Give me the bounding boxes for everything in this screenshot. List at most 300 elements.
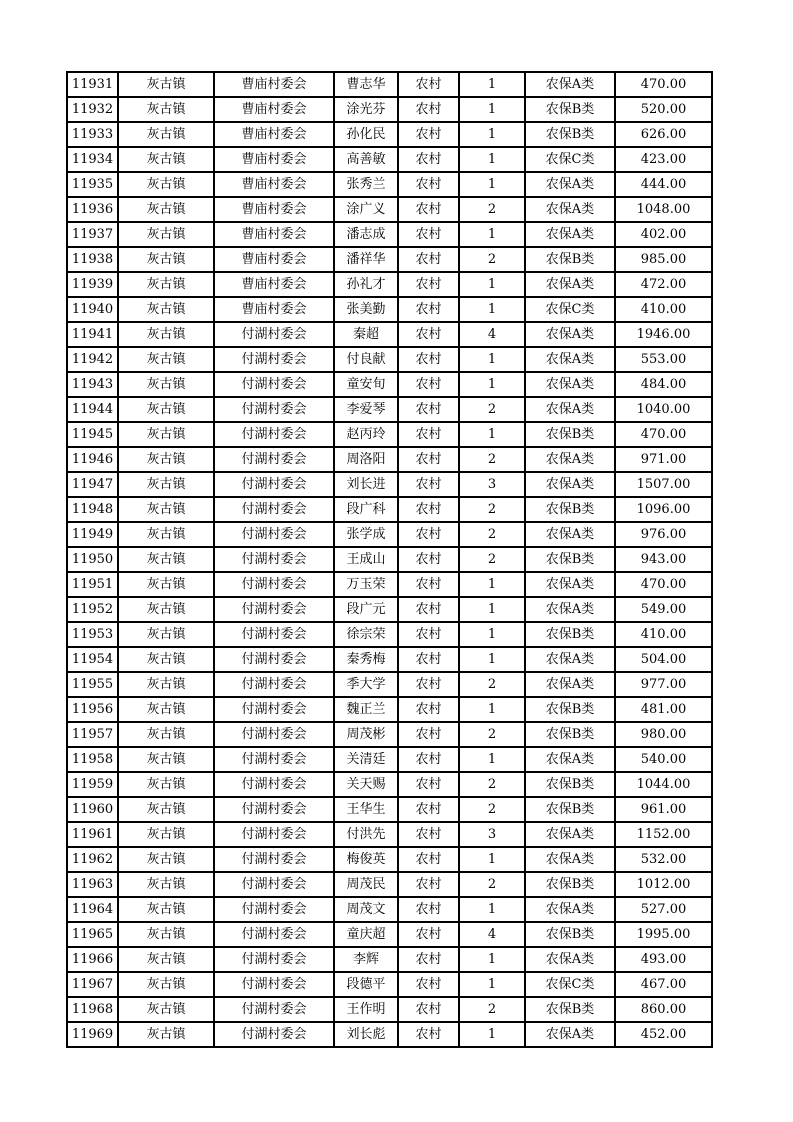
cell-person-name: 周洛阳 bbox=[334, 447, 398, 472]
cell-person-count: 1 bbox=[459, 697, 525, 722]
cell-amount: 1012.00 bbox=[615, 872, 712, 897]
table-row bbox=[67, 847, 712, 872]
cell-amount: 943.00 bbox=[615, 547, 712, 572]
cell-person-count: 3 bbox=[459, 822, 525, 847]
cell-village-committee: 曹庙村委会 bbox=[214, 247, 334, 272]
table-row bbox=[67, 897, 712, 922]
cell-village-committee: 付湖村委会 bbox=[214, 597, 334, 622]
cell-serial-number: 11960 bbox=[67, 797, 118, 822]
cell-person-count: 1 bbox=[459, 347, 525, 372]
cell-village-committee: 付湖村委会 bbox=[214, 797, 334, 822]
cell-insurance-category: 农保A类 bbox=[525, 322, 615, 347]
cell-insurance-category: 农保A类 bbox=[525, 522, 615, 547]
cell-insurance-category: 农保A类 bbox=[525, 472, 615, 497]
cell-person-name: 孙化民 bbox=[334, 122, 398, 147]
cell-amount: 532.00 bbox=[615, 847, 712, 872]
cell-residence-type: 农村 bbox=[398, 297, 459, 322]
cell-amount: 553.00 bbox=[615, 347, 712, 372]
cell-village-committee: 付湖村委会 bbox=[214, 372, 334, 397]
cell-insurance-category: 农保A类 bbox=[525, 272, 615, 297]
cell-amount: 1507.00 bbox=[615, 472, 712, 497]
cell-amount: 527.00 bbox=[615, 897, 712, 922]
cell-residence-type: 农村 bbox=[398, 797, 459, 822]
cell-person-count: 2 bbox=[459, 547, 525, 572]
cell-serial-number: 11955 bbox=[67, 672, 118, 697]
cell-amount: 626.00 bbox=[615, 122, 712, 147]
cell-amount: 976.00 bbox=[615, 522, 712, 547]
cell-town: 灰古镇 bbox=[118, 922, 214, 947]
cell-person-name: 周茂彬 bbox=[334, 722, 398, 747]
cell-residence-type: 农村 bbox=[398, 372, 459, 397]
cell-serial-number: 11944 bbox=[67, 397, 118, 422]
cell-residence-type: 农村 bbox=[398, 947, 459, 972]
cell-residence-type: 农村 bbox=[398, 497, 459, 522]
cell-serial-number: 11948 bbox=[67, 497, 118, 522]
cell-person-name: 秦秀梅 bbox=[334, 647, 398, 672]
cell-residence-type: 农村 bbox=[398, 922, 459, 947]
cell-residence-type: 农村 bbox=[398, 972, 459, 997]
cell-serial-number: 11943 bbox=[67, 372, 118, 397]
cell-amount: 470.00 bbox=[615, 572, 712, 597]
cell-insurance-category: 农保A类 bbox=[525, 172, 615, 197]
cell-amount: 1096.00 bbox=[615, 497, 712, 522]
cell-person-name: 付洪先 bbox=[334, 822, 398, 847]
cell-residence-type: 农村 bbox=[398, 397, 459, 422]
cell-village-committee: 付湖村委会 bbox=[214, 772, 334, 797]
cell-serial-number: 11952 bbox=[67, 597, 118, 622]
table-row bbox=[67, 272, 712, 297]
cell-person-count: 1 bbox=[459, 747, 525, 772]
cell-serial-number: 11953 bbox=[67, 622, 118, 647]
cell-person-name: 童安旬 bbox=[334, 372, 398, 397]
table-row bbox=[67, 472, 712, 497]
table-row bbox=[67, 97, 712, 122]
cell-town: 灰古镇 bbox=[118, 672, 214, 697]
cell-insurance-category: 农保B类 bbox=[525, 122, 615, 147]
cell-person-count: 3 bbox=[459, 472, 525, 497]
cell-person-name: 段广元 bbox=[334, 597, 398, 622]
table-row bbox=[67, 822, 712, 847]
cell-person-count: 1 bbox=[459, 572, 525, 597]
cell-serial-number: 11963 bbox=[67, 872, 118, 897]
table-row bbox=[67, 772, 712, 797]
cell-amount: 1040.00 bbox=[615, 397, 712, 422]
cell-insurance-category: 农保B类 bbox=[525, 722, 615, 747]
cell-serial-number: 11964 bbox=[67, 897, 118, 922]
table-row bbox=[67, 247, 712, 272]
cell-person-name: 刘长彪 bbox=[334, 1022, 398, 1047]
cell-person-name: 王成山 bbox=[334, 547, 398, 572]
cell-person-name: 赵丙玲 bbox=[334, 422, 398, 447]
cell-village-committee: 曹庙村委会 bbox=[214, 272, 334, 297]
cell-village-committee: 付湖村委会 bbox=[214, 822, 334, 847]
cell-serial-number: 11967 bbox=[67, 972, 118, 997]
cell-town: 灰古镇 bbox=[118, 722, 214, 747]
cell-person-count: 1 bbox=[459, 597, 525, 622]
cell-serial-number: 11958 bbox=[67, 747, 118, 772]
cell-village-committee: 付湖村委会 bbox=[214, 697, 334, 722]
cell-insurance-category: 农保C类 bbox=[525, 297, 615, 322]
cell-residence-type: 农村 bbox=[398, 597, 459, 622]
cell-town: 灰古镇 bbox=[118, 147, 214, 172]
cell-residence-type: 农村 bbox=[398, 97, 459, 122]
cell-village-committee: 付湖村委会 bbox=[214, 622, 334, 647]
table-row bbox=[67, 422, 712, 447]
cell-insurance-category: 农保A类 bbox=[525, 572, 615, 597]
cell-town: 灰古镇 bbox=[118, 197, 214, 222]
cell-residence-type: 农村 bbox=[398, 997, 459, 1022]
cell-residence-type: 农村 bbox=[398, 522, 459, 547]
cell-insurance-category: 农保A类 bbox=[525, 197, 615, 222]
cell-village-committee: 付湖村委会 bbox=[214, 747, 334, 772]
cell-person-name: 季大学 bbox=[334, 672, 398, 697]
cell-residence-type: 农村 bbox=[398, 222, 459, 247]
table-row bbox=[67, 1022, 712, 1047]
cell-residence-type: 农村 bbox=[398, 772, 459, 797]
cell-person-name: 秦超 bbox=[334, 322, 398, 347]
cell-town: 灰古镇 bbox=[118, 797, 214, 822]
insurance-payment-table bbox=[66, 71, 713, 1048]
cell-serial-number: 11937 bbox=[67, 222, 118, 247]
cell-person-count: 4 bbox=[459, 922, 525, 947]
table-row bbox=[67, 447, 712, 472]
cell-amount: 504.00 bbox=[615, 647, 712, 672]
cell-person-count: 2 bbox=[459, 722, 525, 747]
table-row bbox=[67, 497, 712, 522]
cell-town: 灰古镇 bbox=[118, 172, 214, 197]
cell-residence-type: 农村 bbox=[398, 197, 459, 222]
cell-serial-number: 11947 bbox=[67, 472, 118, 497]
cell-village-committee: 曹庙村委会 bbox=[214, 122, 334, 147]
cell-town: 灰古镇 bbox=[118, 247, 214, 272]
cell-amount: 1946.00 bbox=[615, 322, 712, 347]
cell-amount: 423.00 bbox=[615, 147, 712, 172]
insurance-payment-table-body bbox=[67, 72, 712, 1047]
table-row bbox=[67, 147, 712, 172]
cell-serial-number: 11932 bbox=[67, 97, 118, 122]
cell-person-count: 2 bbox=[459, 497, 525, 522]
cell-residence-type: 农村 bbox=[398, 847, 459, 872]
cell-village-committee: 付湖村委会 bbox=[214, 972, 334, 997]
table-row bbox=[67, 322, 712, 347]
cell-insurance-category: 农保B类 bbox=[525, 97, 615, 122]
cell-residence-type: 农村 bbox=[398, 872, 459, 897]
cell-town: 灰古镇 bbox=[118, 222, 214, 247]
cell-amount: 493.00 bbox=[615, 947, 712, 972]
cell-amount: 549.00 bbox=[615, 597, 712, 622]
cell-insurance-category: 农保A类 bbox=[525, 72, 615, 97]
cell-serial-number: 11951 bbox=[67, 572, 118, 597]
cell-serial-number: 11956 bbox=[67, 697, 118, 722]
cell-amount: 467.00 bbox=[615, 972, 712, 997]
cell-person-count: 1 bbox=[459, 297, 525, 322]
cell-person-count: 1 bbox=[459, 622, 525, 647]
table-row bbox=[67, 647, 712, 672]
table-row bbox=[67, 222, 712, 247]
cell-town: 灰古镇 bbox=[118, 297, 214, 322]
table-row bbox=[67, 347, 712, 372]
cell-insurance-category: 农保A类 bbox=[525, 222, 615, 247]
cell-serial-number: 11939 bbox=[67, 272, 118, 297]
table-row bbox=[67, 797, 712, 822]
cell-town: 灰古镇 bbox=[118, 997, 214, 1022]
cell-amount: 481.00 bbox=[615, 697, 712, 722]
table-row bbox=[67, 397, 712, 422]
cell-village-committee: 付湖村委会 bbox=[214, 847, 334, 872]
cell-village-committee: 曹庙村委会 bbox=[214, 72, 334, 97]
cell-residence-type: 农村 bbox=[398, 722, 459, 747]
cell-insurance-category: 农保B类 bbox=[525, 697, 615, 722]
cell-insurance-category: 农保A类 bbox=[525, 947, 615, 972]
cell-person-count: 4 bbox=[459, 322, 525, 347]
cell-amount: 1995.00 bbox=[615, 922, 712, 947]
cell-insurance-category: 农保A类 bbox=[525, 822, 615, 847]
cell-town: 灰古镇 bbox=[118, 647, 214, 672]
cell-amount: 980.00 bbox=[615, 722, 712, 747]
cell-town: 灰古镇 bbox=[118, 447, 214, 472]
cell-village-committee: 付湖村委会 bbox=[214, 872, 334, 897]
cell-town: 灰古镇 bbox=[118, 397, 214, 422]
cell-residence-type: 农村 bbox=[398, 697, 459, 722]
cell-residence-type: 农村 bbox=[398, 422, 459, 447]
cell-residence-type: 农村 bbox=[398, 547, 459, 572]
cell-amount: 484.00 bbox=[615, 372, 712, 397]
cell-town: 灰古镇 bbox=[118, 1022, 214, 1047]
cell-village-committee: 付湖村委会 bbox=[214, 947, 334, 972]
cell-serial-number: 11940 bbox=[67, 297, 118, 322]
cell-town: 灰古镇 bbox=[118, 847, 214, 872]
cell-serial-number: 11965 bbox=[67, 922, 118, 947]
cell-person-count: 2 bbox=[459, 672, 525, 697]
cell-amount: 470.00 bbox=[615, 72, 712, 97]
cell-insurance-category: 农保A类 bbox=[525, 897, 615, 922]
cell-person-name: 王华生 bbox=[334, 797, 398, 822]
cell-town: 灰古镇 bbox=[118, 697, 214, 722]
table-row bbox=[67, 522, 712, 547]
cell-insurance-category: 农保B类 bbox=[525, 422, 615, 447]
cell-residence-type: 农村 bbox=[398, 672, 459, 697]
cell-amount: 971.00 bbox=[615, 447, 712, 472]
cell-serial-number: 11935 bbox=[67, 172, 118, 197]
cell-residence-type: 农村 bbox=[398, 572, 459, 597]
cell-serial-number: 11957 bbox=[67, 722, 118, 747]
cell-town: 灰古镇 bbox=[118, 622, 214, 647]
cell-village-committee: 付湖村委会 bbox=[214, 922, 334, 947]
cell-amount: 540.00 bbox=[615, 747, 712, 772]
cell-person-count: 1 bbox=[459, 972, 525, 997]
cell-serial-number: 11945 bbox=[67, 422, 118, 447]
cell-village-committee: 付湖村委会 bbox=[214, 547, 334, 572]
table-row bbox=[67, 372, 712, 397]
cell-town: 灰古镇 bbox=[118, 872, 214, 897]
cell-person-count: 1 bbox=[459, 172, 525, 197]
table-row bbox=[67, 172, 712, 197]
cell-insurance-category: 农保A类 bbox=[525, 372, 615, 397]
cell-person-name: 周茂文 bbox=[334, 897, 398, 922]
cell-person-name: 孙礼才 bbox=[334, 272, 398, 297]
cell-person-count: 2 bbox=[459, 247, 525, 272]
cell-amount: 452.00 bbox=[615, 1022, 712, 1047]
cell-person-name: 张美勤 bbox=[334, 297, 398, 322]
cell-town: 灰古镇 bbox=[118, 97, 214, 122]
cell-village-committee: 付湖村委会 bbox=[214, 522, 334, 547]
cell-serial-number: 11933 bbox=[67, 122, 118, 147]
cell-person-count: 1 bbox=[459, 647, 525, 672]
cell-town: 灰古镇 bbox=[118, 122, 214, 147]
cell-town: 灰古镇 bbox=[118, 972, 214, 997]
cell-town: 灰古镇 bbox=[118, 522, 214, 547]
cell-person-count: 2 bbox=[459, 197, 525, 222]
table-row bbox=[67, 697, 712, 722]
cell-residence-type: 农村 bbox=[398, 622, 459, 647]
cell-insurance-category: 农保B类 bbox=[525, 797, 615, 822]
cell-village-committee: 曹庙村委会 bbox=[214, 97, 334, 122]
cell-amount: 472.00 bbox=[615, 272, 712, 297]
cell-person-name: 潘志成 bbox=[334, 222, 398, 247]
table-row bbox=[67, 672, 712, 697]
cell-insurance-category: 农保B类 bbox=[525, 622, 615, 647]
cell-village-committee: 付湖村委会 bbox=[214, 472, 334, 497]
cell-person-name: 刘长进 bbox=[334, 472, 398, 497]
cell-serial-number: 11959 bbox=[67, 772, 118, 797]
cell-town: 灰古镇 bbox=[118, 347, 214, 372]
cell-village-committee: 付湖村委会 bbox=[214, 1022, 334, 1047]
cell-amount: 1152.00 bbox=[615, 822, 712, 847]
cell-serial-number: 11961 bbox=[67, 822, 118, 847]
cell-person-name: 周茂民 bbox=[334, 872, 398, 897]
cell-insurance-category: 农保C类 bbox=[525, 147, 615, 172]
cell-village-committee: 曹庙村委会 bbox=[214, 222, 334, 247]
cell-insurance-category: 农保A类 bbox=[525, 447, 615, 472]
cell-town: 灰古镇 bbox=[118, 822, 214, 847]
cell-village-committee: 付湖村委会 bbox=[214, 572, 334, 597]
cell-amount: 985.00 bbox=[615, 247, 712, 272]
cell-village-committee: 付湖村委会 bbox=[214, 397, 334, 422]
cell-town: 灰古镇 bbox=[118, 422, 214, 447]
cell-serial-number: 11942 bbox=[67, 347, 118, 372]
cell-person-name: 梅俊英 bbox=[334, 847, 398, 872]
cell-town: 灰古镇 bbox=[118, 272, 214, 297]
cell-town: 灰古镇 bbox=[118, 72, 214, 97]
cell-insurance-category: 农保A类 bbox=[525, 672, 615, 697]
cell-serial-number: 11950 bbox=[67, 547, 118, 572]
cell-insurance-category: 农保B类 bbox=[525, 772, 615, 797]
cell-residence-type: 农村 bbox=[398, 822, 459, 847]
table-row bbox=[67, 922, 712, 947]
cell-town: 灰古镇 bbox=[118, 472, 214, 497]
cell-person-count: 1 bbox=[459, 147, 525, 172]
cell-serial-number: 11946 bbox=[67, 447, 118, 472]
cell-village-committee: 付湖村委会 bbox=[214, 347, 334, 372]
cell-insurance-category: 农保B类 bbox=[525, 997, 615, 1022]
cell-person-count: 1 bbox=[459, 122, 525, 147]
cell-amount: 410.00 bbox=[615, 622, 712, 647]
cell-town: 灰古镇 bbox=[118, 572, 214, 597]
cell-person-count: 1 bbox=[459, 272, 525, 297]
cell-town: 灰古镇 bbox=[118, 772, 214, 797]
cell-village-committee: 曹庙村委会 bbox=[214, 172, 334, 197]
cell-insurance-category: 农保A类 bbox=[525, 847, 615, 872]
cell-person-name: 李爱琴 bbox=[334, 397, 398, 422]
cell-amount: 860.00 bbox=[615, 997, 712, 1022]
cell-person-name: 李辉 bbox=[334, 947, 398, 972]
table-row bbox=[67, 72, 712, 97]
cell-person-name: 涂广义 bbox=[334, 197, 398, 222]
table-row bbox=[67, 972, 712, 997]
cell-person-count: 1 bbox=[459, 372, 525, 397]
table-row bbox=[67, 722, 712, 747]
cell-town: 灰古镇 bbox=[118, 897, 214, 922]
cell-town: 灰古镇 bbox=[118, 547, 214, 572]
cell-person-count: 2 bbox=[459, 797, 525, 822]
cell-person-count: 2 bbox=[459, 522, 525, 547]
cell-serial-number: 11938 bbox=[67, 247, 118, 272]
cell-amount: 1048.00 bbox=[615, 197, 712, 222]
cell-person-name: 潘祥华 bbox=[334, 247, 398, 272]
cell-person-name: 高善敏 bbox=[334, 147, 398, 172]
cell-residence-type: 农村 bbox=[398, 72, 459, 97]
cell-person-name: 魏正兰 bbox=[334, 697, 398, 722]
cell-residence-type: 农村 bbox=[398, 147, 459, 172]
cell-town: 灰古镇 bbox=[118, 747, 214, 772]
cell-person-name: 段广科 bbox=[334, 497, 398, 522]
cell-residence-type: 农村 bbox=[398, 897, 459, 922]
table-row bbox=[67, 997, 712, 1022]
cell-residence-type: 农村 bbox=[398, 647, 459, 672]
cell-village-committee: 付湖村委会 bbox=[214, 422, 334, 447]
cell-insurance-category: 农保B类 bbox=[525, 922, 615, 947]
table-row bbox=[67, 622, 712, 647]
cell-amount: 444.00 bbox=[615, 172, 712, 197]
cell-amount: 961.00 bbox=[615, 797, 712, 822]
cell-residence-type: 农村 bbox=[398, 247, 459, 272]
cell-village-committee: 付湖村委会 bbox=[214, 722, 334, 747]
cell-village-committee: 付湖村委会 bbox=[214, 447, 334, 472]
cell-residence-type: 农村 bbox=[398, 172, 459, 197]
cell-amount: 977.00 bbox=[615, 672, 712, 697]
cell-serial-number: 11962 bbox=[67, 847, 118, 872]
cell-person-name: 段德平 bbox=[334, 972, 398, 997]
cell-serial-number: 11936 bbox=[67, 197, 118, 222]
cell-serial-number: 11966 bbox=[67, 947, 118, 972]
cell-amount: 470.00 bbox=[615, 422, 712, 447]
cell-town: 灰古镇 bbox=[118, 497, 214, 522]
cell-serial-number: 11968 bbox=[67, 997, 118, 1022]
cell-amount: 410.00 bbox=[615, 297, 712, 322]
cell-residence-type: 农村 bbox=[398, 472, 459, 497]
cell-person-count: 1 bbox=[459, 422, 525, 447]
cell-village-committee: 付湖村委会 bbox=[214, 997, 334, 1022]
cell-serial-number: 11954 bbox=[67, 647, 118, 672]
cell-serial-number: 11931 bbox=[67, 72, 118, 97]
cell-serial-number: 11934 bbox=[67, 147, 118, 172]
cell-serial-number: 11949 bbox=[67, 522, 118, 547]
cell-person-name: 曹志华 bbox=[334, 72, 398, 97]
cell-town: 灰古镇 bbox=[118, 372, 214, 397]
cell-person-name: 涂光芬 bbox=[334, 97, 398, 122]
cell-village-committee: 曹庙村委会 bbox=[214, 197, 334, 222]
cell-residence-type: 农村 bbox=[398, 322, 459, 347]
cell-person-count: 2 bbox=[459, 872, 525, 897]
cell-town: 灰古镇 bbox=[118, 597, 214, 622]
cell-person-count: 1 bbox=[459, 97, 525, 122]
cell-person-count: 2 bbox=[459, 997, 525, 1022]
cell-insurance-category: 农保A类 bbox=[525, 347, 615, 372]
cell-person-count: 2 bbox=[459, 447, 525, 472]
cell-town: 灰古镇 bbox=[118, 947, 214, 972]
cell-insurance-category: 农保C类 bbox=[525, 972, 615, 997]
table-row bbox=[67, 297, 712, 322]
